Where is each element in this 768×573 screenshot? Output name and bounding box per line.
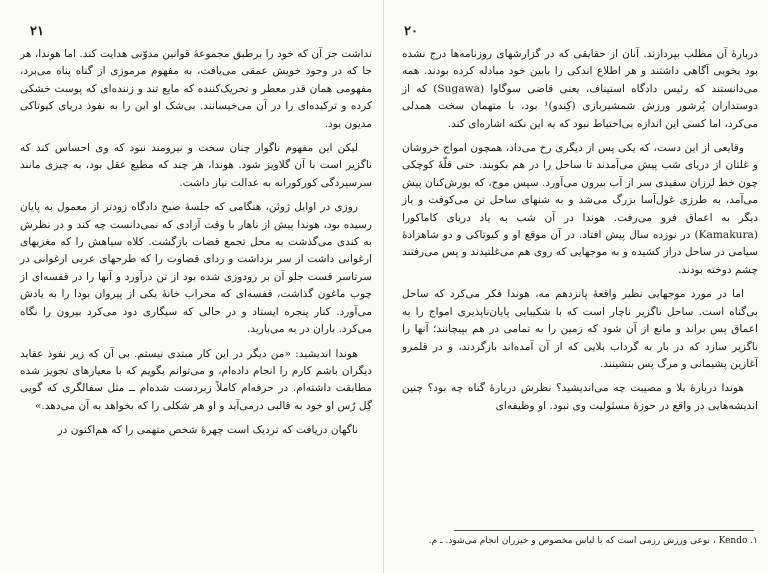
left-paragraph-1: نداشت جز آن که خود را برطبق مجموعهٔ قوانین مدوّنی هدایت کند. اما هوندا، هر جا که در وجود خویش عمقی می‌یافت، به مفهوم مرموزی از گناه پناه می‌برد، مفهومی همان قدر معطر و تحریک‌کننده که مایع تند و زننده‌ای که پوست خشکی کرده و ترکیده‌ای را در آن می‌خیسانند. بی‌شک او این را به نفوذ دریای کیوتاکی مدیون بود. bbox=[20, 48, 372, 130]
left-paragraph-4: هوندا اندیشید: «من دیگر در این کار مبتدی نیستم. بی آن که زیر نفوذ عقاید دیگران باشم کارم را انجام داده‌ام، و می‌توانم بگویم که با معیارهای تجویز شده مطابقت داشته‌ام. در حرفه‌ام کاملاً زبردست شده‌ام ــ مثل سفالگری که گویی گِل رُس او خود به قالبی درمی‌آید و او هر شکلی را که بخواهد به آن می‌دهد.» bbox=[20, 347, 372, 412]
left-paragraph-2: لیکن این مفهوم ناگوار چنان سخت و نیرومند نبود که وی احساس کند که ناگزیر است با آن گلاویز شود. هوندا، هر چند که مطیع عقل بود، به چیزی مانند سرسپردگی کورکورانه به عدالت نیاز داشت. bbox=[20, 142, 372, 189]
right-page-number: ۲۰ bbox=[404, 24, 418, 39]
right-page bbox=[384, 0, 768, 573]
left-page-text bbox=[20, 46, 372, 447]
right-paragraph-3: اما در مورد موجهایی نظیر واقعهٔ پانزدهم مه، هوندا فکر می‌کرد که ساحل بی‌گناه است. ساحل ناگزیر ناچار است که با شکیبایی پایان‌ناپذیری امواج را به اعماق پس براند و مانع از آن شود که زمین را به تمامی در هم بپیچانند؛ آنها را ناگزیر سازد که در بار به گرداب بلایی که از آن آمده‌اند بازگردند، و در قلمرو آغازین پشیمانی و مرگ پس بنشینند. bbox=[402, 288, 758, 370]
footnote-divider bbox=[454, 530, 754, 531]
left-paragraph-5: ناگهان دریافت که تردیک است چهرهٔ شخص متهمی را که هم‌اکنون در bbox=[57, 424, 358, 437]
right-page-text bbox=[402, 46, 758, 422]
right-paragraph-1: دربارهٔ آن مطلب بپردازند. آنان از حقایقی که در گزارشهای روزنامه‌ها درج نشده بود بخوبی آگاهی داشتند و هر اطلاع اندکی را بابین خود مبادله کرده بودند. همه می‌دانستند که رئیس دادگاه استیناف، یعنی قاضی سوگاوا (Sugawa) که از دوستداران پُرشور ورزش شمشیربازی (کِندو)¹ بود، با متهمان سخت همدلی می‌کرد، اما کسی این اندازه بی‌احتیاط نبود که به این نکته اشاره‌ای کند. bbox=[402, 48, 759, 130]
left-paragraph-3: روزی در اوایل ژوئن، هنگامی که جلسهٔ صبح دادگاه زودتر از معمول به پایان رسیده بود، هوندا پیش از ناهار با وقت آزادی که نمی‌دانست چه کند و در نظرش به کندی می‌گذشت به محل تجمع قضات بازگشت. کلاه سیاهش را که مغزیهای ارغوانی داشت از سر برداشت و ردای قضاوت را که طرحهای عربی ارغوانی در سرتاسر قست جلو آن بر رودوزی شده بود از تن درآورد و آنها را در قفسه‌ای از چوب ماغون گذاشت، قفسه‌ای که محراب خانهٔ یکی از پیروان بودا را به یادش می‌آورد. کنار پنجره ایستاد و در حالی که سیگاری دود می‌کرد بیرون را نگاه می‌کرد. باران در به می‌بارید. bbox=[20, 201, 372, 336]
left-page-number: ۲۱ bbox=[30, 24, 44, 39]
right-paragraph-4: هوندا دربارهٔ بلا و مصیبت چه می‌اندیشید؟ نظرش دربارهٔ گناه چه بود؟ چنین اندیشه‌هایی در واقع در حوزهٔ مسئولیت وی نبود. او وظیفه‌ای bbox=[402, 382, 758, 412]
right-paragraph-2: وقایعی از این دست، که یکی پس از دیگری رخ می‌داد، همچون امواج خروشان و غلتان از دریای شب پیش می‌آمدند تا ساحل را در هم بکوبند. حتی قلّهٔ کوچکی چون خط لرزان سفیدی سر از آب بیرون می‌آورد. سپس موج، که یورش‌کنان پیش می‌آمد، به طرزی غول‌آسا بزرگ می‌شد و به شنهای ساحل تن می‌کوفت و باز دیگر به اعماق فرو می‌رفت. هوندا در آن شب به یاد دریای کاماکورا (Kamakura) در نوزده سال پیش افتاد. در آن موقع او و کیوتاکی و دو شاهزادهٔ سیامی در ساحل دراز کشیده و به موجهایی که روی هم می‌غلتیدند و پس می‌رفتند چشم دوخته بودند. bbox=[402, 142, 758, 276]
footnote: ۱. Kendo ، نوعی ورزش رزمی است که با لباس مخصوص و خیزران انجام می‌شود. ـ م. bbox=[428, 536, 758, 546]
